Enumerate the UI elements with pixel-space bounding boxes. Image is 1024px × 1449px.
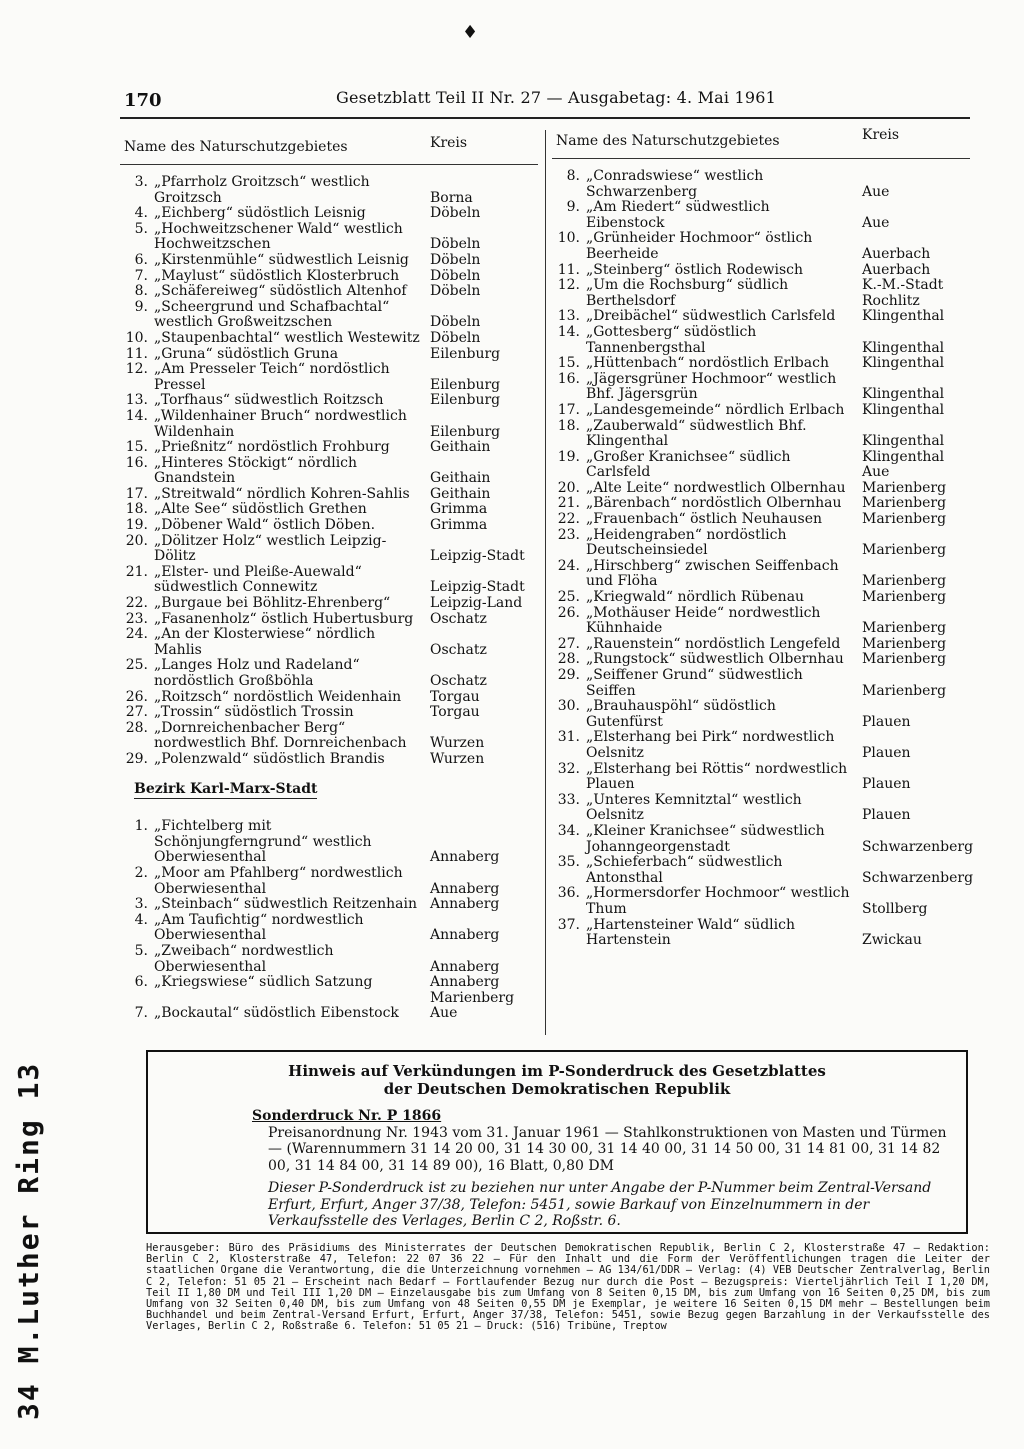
entry-number: 14. [557, 323, 580, 340]
list-item [120, 658, 538, 689]
page-header [120, 86, 970, 116]
list-item [552, 590, 970, 606]
entry-name: „Dölitzer Holz“ westlich Leipzig-Dölitz [154, 532, 387, 565]
entry-number: 13. [125, 392, 148, 409]
list-item [120, 866, 538, 897]
list-item [552, 918, 970, 949]
entry-name: „Zweibach“ nordwestlich Oberwiesenthal [154, 942, 334, 975]
list-item [552, 372, 970, 403]
entry-name: „Um die Rochsburg“ südlich Berthelsdorf [586, 277, 789, 309]
entry-name: „Bärenbach“ nordöstlich Olbernhau [586, 495, 842, 512]
list-item [120, 690, 538, 706]
notice-title-line2: der Deutschen Demokratischen Republik [383, 1080, 731, 1098]
entry-name: „Hormersdorfer Hochmoor“ westlich Thum [586, 885, 850, 917]
entry-number: 32. [557, 760, 580, 777]
entry-name: „Langes Holz und Radeland“ nordöstlich Großböhla [154, 657, 360, 689]
list-item [120, 518, 538, 534]
entry-kreis: Annaberg [430, 927, 500, 944]
entry-name: „Brauhauspöhl“ südöstlich Gutenfürst [586, 698, 776, 730]
list-item [552, 606, 970, 637]
entry-number: 11. [125, 345, 148, 362]
entry-name: „Pfarrholz Groitzsch“ westlich Groitzsch [154, 174, 370, 206]
entry-kreis: Schwarzenberg [862, 869, 974, 886]
entry-name: „Rauenstein“ nordöstlich Lengefeld [586, 635, 841, 652]
entry-name: „Frauenbach“ östlich Neuhausen [586, 511, 823, 528]
list-item [120, 362, 538, 393]
entry-number: 35. [557, 854, 580, 871]
entry-kreis: Klingenthal [862, 308, 945, 325]
imprint: Herausgeber: Büro des Präsidiums des Ministerrates der Deutschen Demokratischen Republik, Berlin C 2, Klosterstraße 47 — Redaktion: Berlin C 2, Klosterstraße 47, Telefon: 22 07 36 22 — Für den Inhalt und die Form der Veröffentlichungen tragen die Leiter der staatlichen Organe die Verantwortung, die die Unterzeichnung vornehmen — AG 134/61/DDR — Verlag: (4) VEB Deutscher Zentralverlag, Berlin C 2, Telefon: 51 05 21 — Erscheint nach Bedarf — Fortlaufender Bezug nur durch die Post — Bezugspreis: Vierteljährlich Teil I 1,20 DM, Teil II 1,80 DM und Teil III 1,20 DM — Einzelausgabe bis zum Umfang von 8 Seiten 0,15 DM, bis zum Umfang von 16 Seiten 0,25 DM, bis zum Umfang von 32 Seiten 0,40 DM, bis zum Umfang von 48 Seiten 0,55 DM je Exemplar, je weitere 16 Seiten 0,15 DM mehr — Bestellungen beim Buchhandel und beim Zentral-Versand Erfurt, Erfurt, Anger 37/38, Telefon: 5451, sowie Bezug gegen Barzahlung in der Verkaufsstelle des Verlages, Berlin C 2, Roßstraße 6. Telefon: 51 05 21 — Druck: (516) Tribüne, Treptow [146, 1242, 990, 1333]
entry-number: 21. [557, 495, 580, 512]
entry-number: 20. [557, 479, 580, 496]
entry-number: 20. [125, 532, 148, 549]
entry-name: „Zauberwald“ südwestlich Bhf. Klingenthal [586, 417, 807, 450]
entry-number: 24. [125, 626, 148, 643]
entry-name: „Fichtelberg mit Schönjungferngrund“ westlich Oberwiesenthal [154, 818, 372, 866]
name-column-header: Name des Naturschutzgebietes [556, 133, 780, 149]
list-item [552, 481, 970, 497]
list-item [552, 886, 970, 917]
entry-name: „Am Presseler Teich“ nordöstlich Pressel [154, 361, 390, 393]
entry-kreis: Marienberg [862, 495, 947, 512]
entry-name: „Hochweitzschener Wald“ westlich Hochweitzschen [154, 220, 403, 253]
entry-kreis: Plauen [862, 776, 911, 793]
entry-name: „Steinbach“ südwestlich Reitzenhain [154, 896, 417, 913]
entry-name: „Maylust“ südöstlich Klosterbruch [154, 267, 400, 284]
notice-body [252, 1108, 952, 1230]
list-item [120, 331, 538, 347]
entry-name: „Kriegswiese“ südlich Satzung [154, 974, 373, 991]
entry-number: 12. [557, 277, 580, 294]
list-item [120, 913, 538, 944]
entry-number: 9. [134, 298, 148, 315]
entry-name: „Eichberg“ südöstlich Leisnig [154, 205, 366, 222]
entry-kreis: Marienberg [862, 511, 947, 528]
list-item [120, 975, 538, 1006]
list-item [120, 534, 538, 565]
entry-number: 28. [557, 651, 580, 668]
entry-kreis: Annaberg [430, 880, 500, 897]
entry-number: 31. [557, 729, 580, 746]
entry-number: 16. [557, 370, 580, 387]
entry-kreis: Klingenthal [862, 355, 945, 372]
list-item [552, 278, 970, 309]
list-item [120, 627, 538, 658]
entry-kreis: Klingenthal Aue [862, 448, 945, 481]
entry-number: 15. [125, 439, 148, 456]
entry-kreis: Annaberg [430, 958, 500, 975]
notice-text: Preisanordnung Nr. 1943 vom 31. Januar 1961 — Stahlkonstruktionen von Masten und Türmen — (Warennummern 31 14 20 00, 31 14 30 00, 31 14 40 00, 31 14 50 00, 31 14 81 00, 31 14 82 00, 31 14 84 00, 31 14 89 00), 16 Blatt, 0,80 DM [268, 1124, 947, 1174]
entry-kreis: Auerbach [862, 245, 931, 262]
entry-number: 3. [134, 896, 148, 913]
entry-name: „Gottesberg“ südöstlich Tannenbergsthal [586, 323, 757, 356]
kreis-column-header: Kreis [430, 135, 468, 151]
entry-kreis: Oschatz [430, 610, 487, 627]
entry-number: 18. [557, 417, 580, 434]
entry-kreis: Grimma [430, 517, 488, 534]
page-number: 170 [124, 90, 162, 111]
list-item [120, 565, 538, 596]
entry-name: „Jägersgrüner Hochmoor“ westlich Bhf. Jägersgrün [586, 370, 837, 403]
entry-kreis: Eilenburg [430, 376, 501, 393]
list-item [120, 175, 538, 206]
entry-kreis: Auerbach [862, 261, 931, 278]
list-item [120, 487, 538, 503]
list-item [552, 528, 970, 559]
entry-kreis: Aue [862, 214, 890, 231]
list-item [120, 300, 538, 331]
entry-number: 7. [134, 1005, 148, 1022]
entry-kreis: Marienberg [862, 620, 947, 637]
entry-number: 22. [125, 595, 148, 612]
entry-number: 36. [557, 885, 580, 902]
list-item [120, 253, 538, 269]
list-item [120, 409, 538, 440]
list-item [552, 325, 970, 356]
entry-name: „Polenzwald“ südöstlich Brandis [154, 750, 385, 767]
list-item [120, 819, 538, 866]
side-stamp: 34 M.Luther Ring 13 [12, 1061, 45, 1420]
entry-kreis: Wurzen [430, 750, 485, 767]
entry-name: „Wildenhainer Bruch“ nordwestlich Wildenhain [154, 407, 407, 440]
entry-name: „Fasanenholz“ östlich Hubertusburg [154, 610, 414, 627]
entry-number: 34. [557, 822, 580, 839]
list-item [552, 699, 970, 730]
entry-name: „Gruna“ südöstlich Gruna [154, 345, 339, 362]
entry-kreis: Zwickau [862, 932, 922, 949]
notice-box [146, 1050, 968, 1234]
entry-number: 8. [566, 168, 580, 184]
entry-kreis: Aue [862, 183, 890, 200]
entry-kreis: Döbeln [430, 283, 481, 300]
list-item [552, 263, 970, 279]
entry-number: 28. [125, 719, 148, 736]
entry-name: „Hüttenbach“ nordöstlich Erlbach [586, 355, 829, 372]
entry-number: 24. [557, 557, 580, 574]
list-item [120, 705, 538, 721]
ink-mark: ♦ [462, 22, 479, 43]
entry-number: 27. [125, 704, 148, 721]
list-item [120, 284, 538, 300]
right-column [552, 124, 974, 949]
entry-kreis: Döbeln [430, 236, 481, 253]
entry-kreis: Geithain [430, 470, 491, 487]
list-item [552, 231, 970, 262]
entry-kreis: Döbeln [430, 251, 481, 268]
entry-kreis: Marienberg [862, 635, 947, 652]
entry-number: 17. [557, 401, 580, 418]
entry-number: 25. [557, 589, 580, 606]
entry-kreis: Döbeln [430, 329, 481, 346]
entry-name: „Großer Kranichsee“ südlich Carlsfeld [586, 448, 791, 481]
entry-kreis: Marienberg [862, 651, 947, 668]
entry-name: „Schäfereiweg“ südöstlich Altenhof [154, 283, 407, 300]
list-item [552, 419, 970, 450]
list-item [120, 269, 538, 285]
list-item [120, 347, 538, 363]
entry-number: 18. [125, 501, 148, 518]
entry-number: 17. [125, 485, 148, 502]
list-item [552, 200, 970, 231]
entry-number: 12. [125, 361, 148, 378]
entry-name: „Kleiner Kranichsee“ südwestlich Johanngeorgenstadt [586, 822, 825, 855]
entry-number: 33. [557, 791, 580, 808]
entry-number: 4. [134, 205, 148, 222]
list-item [552, 762, 970, 793]
list-item [552, 854, 974, 886]
entry-kreis: Wurzen [430, 735, 485, 752]
entry-name: „Dornreichenbacher Berg“ nordwestlich Bhf. Dornreichenbach [154, 719, 407, 752]
entry-number: 29. [557, 667, 580, 683]
entry-name: „Steinberg“ östlich Rodewisch [586, 261, 803, 278]
entry-name: „Hinteres Stöckigt“ nördlich Gnandstein [154, 454, 358, 487]
entry-kreis: Marienberg [862, 682, 947, 699]
list-item [552, 356, 970, 372]
entry-name: „Unteres Kemnitztal“ westlich Oelsnitz [586, 791, 802, 824]
entry-name: „Roitzsch“ nordöstlich Weidenhain [154, 688, 402, 705]
entry-name: „Elster- und Pleiße-Auewald“ südwestlich Connewitz [154, 563, 362, 596]
entry-number: 15. [557, 355, 580, 372]
entry-name: „Prießnitz“ nordöstlich Frohburg [154, 439, 390, 456]
entry-kreis: Döbeln [430, 267, 481, 284]
entry-number: 1. [134, 818, 148, 835]
right-entry-list [552, 168, 974, 949]
header-rule [120, 117, 970, 119]
entry-number: 3. [134, 174, 148, 190]
entry-kreis: Marienberg [862, 589, 947, 606]
entry-number: 29. [125, 750, 148, 767]
list-item [120, 752, 538, 768]
entry-name: „Grünheider Hochmoor“ östlich Beerheide [586, 230, 813, 262]
entry-number: 26. [557, 604, 580, 621]
entry-name: „Am Riedert“ südwestlich Eibenstock [586, 199, 770, 231]
entry-name: „Hirschberg“ zwischen Seiffenbach und Flöha [586, 557, 839, 590]
entry-number: 27. [557, 635, 580, 652]
entry-number: 7. [134, 267, 148, 284]
entry-name: „Heidengraben“ nordöstlich Deutscheinsiedel [586, 526, 787, 559]
entry-kreis: Klingenthal [862, 386, 945, 403]
entry-kreis: Eilenburg [430, 392, 501, 409]
entry-kreis: Stollberg [862, 900, 928, 917]
entry-kreis: Klingenthal [862, 339, 945, 356]
entry-number: 21. [125, 563, 148, 580]
entry-kreis: Klingenthal [862, 401, 945, 418]
entry-number: 5. [134, 220, 148, 237]
entry-kreis: Klingenthal [862, 433, 945, 450]
right-column-header [552, 124, 970, 159]
list-item [120, 721, 538, 752]
entry-name: „Bockautal“ südöstlich Eibenstock [154, 1005, 399, 1022]
list-item [552, 559, 970, 590]
entry-kreis: Geithain [430, 485, 491, 502]
entry-number: 6. [134, 251, 148, 268]
entry-name: „Burgaue bei Böhlitz-Ehrenberg“ [154, 595, 391, 612]
entry-name: „Döbener Wald“ östlich Döben. [154, 517, 376, 534]
entry-kreis: Torgau [430, 688, 480, 705]
left-column [120, 130, 538, 1022]
name-column-header: Name des Naturschutzgebietes [124, 139, 348, 155]
entry-kreis: Oschatz [430, 641, 487, 658]
entry-name: „Alte Leite“ nordwestlich Olbernhau [586, 479, 846, 496]
entry-kreis: Aue [430, 1005, 458, 1022]
entry-number: 8. [134, 283, 148, 300]
entry-name: „Alte See“ südöstlich Grethen [154, 501, 367, 518]
entry-number: 6. [134, 974, 148, 991]
entry-number: 13. [557, 308, 580, 325]
entry-kreis: Plauen [862, 807, 911, 824]
list-item [552, 730, 970, 761]
entry-number: 23. [125, 610, 148, 627]
entry-number: 5. [134, 942, 148, 959]
list-item [552, 169, 970, 200]
list-item [120, 393, 538, 409]
list-item [552, 309, 970, 325]
entry-kreis: Annaberg [430, 849, 500, 866]
list-item [552, 652, 970, 668]
list-item [120, 440, 538, 456]
list-item [552, 450, 970, 481]
entry-name: „Moor am Pfahlberg“ nordwestlich Oberwiesenthal [154, 864, 403, 897]
entry-name: „Am Taufichtig“ nordwestlich Oberwiesenthal [154, 911, 364, 944]
notice-order-text: Dieser P-Sonderdruck ist zu beziehen nur unter Angabe der P-Nummer beim Zentral-Versand Erfurt, Erfurt, Anger 37/38, Telefon: 5451, sowie Barkauf von Einzelnummern in der Verkaufsstelle des Verlages, Berlin C 2, Roßstr. 6. [268, 1180, 932, 1229]
entry-number: 14. [125, 407, 148, 424]
entry-name: „Mothäuser Heide“ nordwestlich Kühnhaide [586, 604, 821, 637]
section-entry-list [120, 819, 538, 1022]
entry-number: 19. [125, 517, 148, 534]
running-head: Gesetzblatt Teil II Nr. 27 — Ausgabetag: 4. Mai 1961 [336, 88, 777, 107]
entry-name: „Schieferbach“ südwestlich Antonsthal [586, 854, 783, 886]
entry-number: 22. [557, 511, 580, 528]
entry-name: „An der Klosterwiese“ nördlich Mahlis [154, 626, 376, 658]
entry-number: 16. [125, 454, 148, 471]
entry-number: 9. [566, 199, 580, 216]
entry-kreis: Döbeln [430, 205, 481, 222]
entry-name: „Kriegwald“ nördlich Rübenau [586, 589, 805, 606]
entry-kreis: Marienberg [862, 479, 947, 496]
entry-kreis: Leipzig-Stadt [430, 548, 525, 565]
entry-number: 10. [557, 230, 580, 247]
entry-number: 2. [134, 864, 148, 881]
entry-kreis: Leipzig-Land [430, 595, 523, 612]
entry-name: „Conradswiese“ westlich Schwarzenberg [586, 168, 764, 200]
entry-number: 11. [557, 261, 580, 278]
list-item [552, 637, 970, 653]
entry-number: 37. [557, 916, 580, 933]
list-item [552, 793, 970, 824]
list-item [120, 944, 538, 975]
entry-name: „Torfhaus“ südwestlich Roitzsch [154, 392, 384, 409]
notice-label: Sonderdruck Nr. P 1866 [252, 1108, 442, 1124]
entry-kreis: Döbeln [430, 314, 481, 331]
entry-number: 26. [125, 688, 148, 705]
entry-name: „Staupenbachtal“ westlich Westewitz [154, 329, 420, 346]
list-item [552, 496, 970, 512]
notice-title-line1: Hinweis auf Verkündungen im P-Sonderdruck des Gesetzblattes [288, 1062, 826, 1080]
list-item [552, 668, 970, 699]
list-item [120, 1006, 538, 1022]
entry-kreis: Marienberg [862, 542, 947, 559]
entry-kreis: Leipzig-Stadt [430, 579, 525, 596]
entry-kreis: Oschatz [430, 673, 487, 689]
left-entry-list [120, 175, 538, 768]
entry-name: „Elsterhang bei Pirk“ nordwestlich Oelsnitz [586, 729, 835, 761]
notice-title [148, 1062, 966, 1098]
list-item [120, 897, 538, 913]
list-item [120, 222, 538, 253]
list-item [120, 612, 538, 628]
entry-kreis: Annaberg Marienberg [430, 974, 515, 1006]
entry-kreis: Marienberg [862, 573, 947, 590]
entry-kreis: Eilenburg [430, 423, 501, 440]
list-item [552, 822, 974, 855]
entry-kreis: Grimma [430, 501, 488, 518]
left-column-header [120, 130, 538, 165]
entry-number: 23. [557, 526, 580, 543]
entry-name: „Seiffener Grund“ südwestlich Seiffen [586, 667, 803, 699]
entry-kreis: Annaberg [430, 896, 500, 913]
list-item [120, 456, 538, 487]
entry-number: 25. [125, 657, 148, 674]
section-title: Bezirk Karl-Marx-Stadt [134, 782, 317, 800]
list-item [120, 206, 538, 222]
entry-kreis: Borna [430, 189, 473, 206]
entry-kreis: K.-M.-Stadt Rochlitz [862, 277, 944, 309]
entry-number: 30. [557, 698, 580, 715]
entry-name: „Dreibächel“ südwestlich Carlsfeld [586, 308, 836, 325]
column-divider [545, 130, 546, 1035]
entry-name: „Streitwald“ nördlich Kohren-Sahlis [154, 485, 410, 502]
entry-kreis: Plauen [862, 713, 911, 730]
entry-name: „Scheergrund und Schafbachtal“ westlich Großweitzschen [154, 298, 390, 331]
entry-kreis: Geithain [430, 439, 491, 456]
entry-kreis: Plauen [862, 744, 911, 761]
entry-name: „Hartensteiner Wald“ südlich Hartenstein [586, 916, 795, 949]
entry-kreis: Torgau [430, 704, 480, 721]
entry-name: „Elsterhang bei Röttis“ nordwestlich Plauen [586, 760, 848, 793]
entry-kreis: Eilenburg [430, 345, 501, 362]
list-item [552, 512, 970, 528]
entry-number: 10. [125, 329, 148, 346]
entry-number: 4. [134, 911, 148, 928]
entry-name: „Rungstock“ südwestlich Olbernhau [586, 651, 844, 668]
entry-name: „Kirstenmühle“ südwestlich Leisnig [154, 251, 409, 268]
list-item [120, 596, 538, 612]
list-item [552, 403, 970, 419]
entry-kreis: Schwarzenberg [862, 838, 974, 855]
list-item [120, 502, 538, 518]
entry-name: „Landesgemeinde“ nördlich Erlbach [586, 401, 845, 418]
entry-name: „Trossin“ südöstlich Trossin [154, 704, 354, 721]
kreis-column-header: Kreis [862, 127, 900, 143]
entry-number: 19. [557, 448, 580, 465]
